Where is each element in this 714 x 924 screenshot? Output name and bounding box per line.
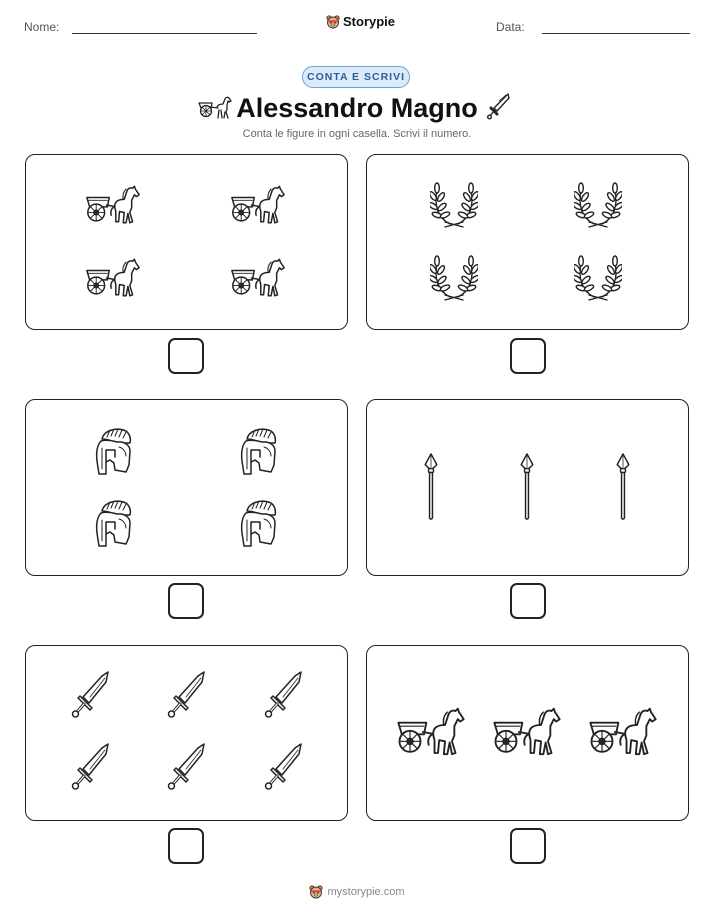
- chariot-icon: [492, 706, 562, 758]
- counting-panel-chariots: [25, 154, 348, 330]
- helmet-icon: [238, 497, 278, 549]
- name-label: Nome:: [24, 20, 60, 34]
- bear-mascot-icon: [326, 15, 340, 29]
- activity-badge: CONTA E SCRIVI: [302, 66, 410, 88]
- laurel-wreath-icon: [574, 255, 622, 301]
- answer-box[interactable]: [168, 828, 204, 864]
- sword-icon: [486, 92, 512, 122]
- chariot-icon: [588, 706, 658, 758]
- name-field[interactable]: [72, 33, 257, 34]
- sword-icon: [263, 742, 303, 794]
- spear-icon: [421, 452, 441, 522]
- page-title: Alessandro Magno: [236, 93, 478, 123]
- helmet-icon: [93, 497, 133, 549]
- chariot-icon: [198, 94, 232, 120]
- footer-url: mystorypie.com: [327, 886, 405, 898]
- answer-box[interactable]: [168, 338, 204, 374]
- bear-mascot-icon: [309, 885, 323, 899]
- answer-box[interactable]: [510, 338, 546, 374]
- brand-logo: [326, 14, 395, 29]
- sword-icon: [166, 742, 206, 794]
- answer-box[interactable]: [168, 583, 204, 619]
- instructions: Conta le figure in ogni casella. Scrivi il numero.: [242, 128, 472, 140]
- answer-box[interactable]: [510, 828, 546, 864]
- chariot-icon: [396, 706, 466, 758]
- sword-icon: [70, 670, 110, 722]
- chariot-icon: [230, 257, 286, 299]
- date-label: Data:: [496, 20, 525, 34]
- laurel-wreath-icon: [430, 255, 478, 301]
- chariot-icon: [85, 257, 141, 299]
- chariot-icon: [230, 184, 286, 226]
- counting-panel-helmets: [25, 399, 348, 576]
- laurel-wreath-icon: [430, 182, 478, 228]
- chariot-icon: [85, 184, 141, 226]
- helmet-icon: [238, 425, 278, 477]
- helmet-icon: [93, 425, 133, 477]
- brand-name: Storypie: [343, 14, 396, 29]
- answer-box[interactable]: [510, 583, 546, 619]
- sword-icon: [166, 670, 206, 722]
- spear-icon: [517, 452, 537, 522]
- counting-panel-laurels: [366, 154, 689, 330]
- footer: [0, 885, 714, 899]
- date-field[interactable]: [542, 33, 690, 34]
- laurel-wreath-icon: [574, 182, 622, 228]
- spear-icon: [613, 452, 633, 522]
- sword-icon: [263, 670, 303, 722]
- sword-icon: [70, 742, 110, 794]
